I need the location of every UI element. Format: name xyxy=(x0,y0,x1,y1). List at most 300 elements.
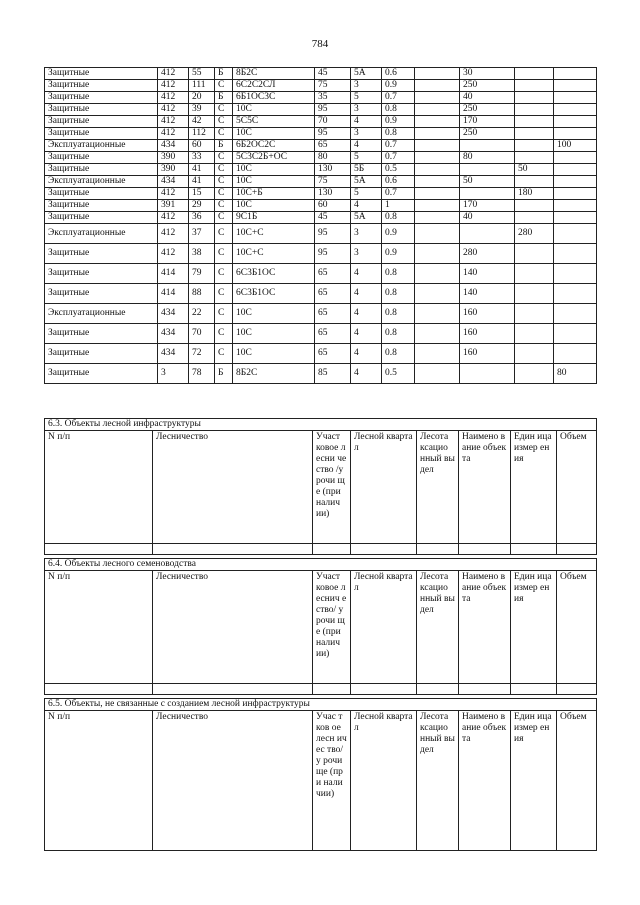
table-cell: 434 xyxy=(158,304,189,324)
table-cell: 0.7 xyxy=(382,92,415,104)
table-cell xyxy=(415,140,460,152)
table-row xyxy=(45,364,597,384)
table-cell xyxy=(415,164,460,176)
table-cell: С xyxy=(215,212,233,224)
header-cell: Един ица измер ения xyxy=(511,571,557,684)
table-cell: 60 xyxy=(189,140,215,152)
table-cell: 35 xyxy=(315,92,351,104)
table-cell xyxy=(415,284,460,304)
table-cell: 37 xyxy=(189,224,215,244)
table-cell: 5А xyxy=(351,68,382,80)
table-cell: 85 xyxy=(315,364,351,384)
table-cell: 10С xyxy=(233,200,315,212)
table-cell: 280 xyxy=(460,244,515,264)
table-cell: 15 xyxy=(189,188,215,200)
table-cell: Защитные xyxy=(45,164,158,176)
table-cell: Защитные xyxy=(45,284,158,304)
table-cell xyxy=(515,264,554,284)
section-title: 6.4. Объекты лесного семеноводства xyxy=(45,559,597,571)
table-cell: 0.8 xyxy=(382,264,415,284)
table-cell: 10С xyxy=(233,176,315,188)
header-cell: N п/п xyxy=(45,571,153,684)
table-cell xyxy=(515,212,554,224)
header-cell: Един ица измер ения xyxy=(511,711,557,851)
table-cell xyxy=(515,200,554,212)
table-cell: 180 xyxy=(515,188,554,200)
header-cell: Объем xyxy=(557,711,597,851)
table-cell xyxy=(460,224,515,244)
table-cell: 434 xyxy=(158,324,189,344)
table-cell: 78 xyxy=(189,364,215,384)
header-cell: Участ ковое лесни чество /урочи ще (при налич ии) xyxy=(313,431,351,544)
table-cell: 434 xyxy=(158,176,189,188)
table-cell xyxy=(515,128,554,140)
table-cell: 41 xyxy=(189,176,215,188)
table-cell xyxy=(515,364,554,384)
table-cell: 45 xyxy=(315,212,351,224)
table-cell: С xyxy=(215,200,233,212)
table-cell: 45 xyxy=(315,68,351,80)
header-cell: Учас тков ое лесн ичес тво/у рочи ще (при нали чии) xyxy=(313,711,351,851)
table-row xyxy=(45,212,597,224)
table-cell: 65 xyxy=(315,324,351,344)
table-cell: 9С1Б xyxy=(233,212,315,224)
table-cell: Защитные xyxy=(45,344,158,364)
table-cell: 412 xyxy=(158,92,189,104)
table-cell: 75 xyxy=(315,80,351,92)
table-cell: 36 xyxy=(189,212,215,224)
table-cell: 0.8 xyxy=(382,324,415,344)
table-cell: Эксплуатационные xyxy=(45,176,158,188)
table-cell: Защитные xyxy=(45,188,158,200)
header-cell: Объем xyxy=(557,571,597,684)
table-cell: Защитные xyxy=(45,80,158,92)
header-cell: Лесничество xyxy=(153,571,313,684)
table-cell: Защитные xyxy=(45,200,158,212)
header-cell: Лесной квартал xyxy=(351,571,417,684)
table-cell: Защитные xyxy=(45,152,158,164)
table-cell: 5 xyxy=(351,92,382,104)
table-cell: 130 xyxy=(315,188,351,200)
table-cell: 0.7 xyxy=(382,140,415,152)
table-cell: 80 xyxy=(315,152,351,164)
table-cell: 10С xyxy=(233,128,315,140)
table-cell: Эксплуатационные xyxy=(45,304,158,324)
table-cell: 0.8 xyxy=(382,304,415,324)
table-row xyxy=(45,80,597,92)
table-cell: 391 xyxy=(158,200,189,212)
table-cell xyxy=(515,284,554,304)
table-cell: 70 xyxy=(189,324,215,344)
table-row xyxy=(45,224,597,244)
table-cell: 4 xyxy=(351,304,382,324)
table-cell: 10С xyxy=(233,104,315,116)
table-cell: 10С xyxy=(233,304,315,324)
table-cell: 80 xyxy=(460,152,515,164)
table-cell xyxy=(415,244,460,264)
table-cell xyxy=(554,212,597,224)
table-cell xyxy=(515,92,554,104)
table-cell: 0.8 xyxy=(382,284,415,304)
table-cell: С xyxy=(215,264,233,284)
header-cell: N п/п xyxy=(45,711,153,851)
table-cell: С xyxy=(215,188,233,200)
table-cell xyxy=(515,80,554,92)
table-cell: 95 xyxy=(315,224,351,244)
table-cell xyxy=(554,104,597,116)
table-cell: 4 xyxy=(351,200,382,212)
table-cell xyxy=(554,188,597,200)
table-cell: 33 xyxy=(189,152,215,164)
table-cell: 65 xyxy=(315,344,351,364)
table-cell: 75 xyxy=(315,176,351,188)
table-cell: 6С3Б1ОС xyxy=(233,284,315,304)
page-number: 784 xyxy=(311,38,329,50)
table-cell: Защитные xyxy=(45,324,158,344)
section-header-row xyxy=(45,571,597,684)
table-cell: 3 xyxy=(351,80,382,92)
table-cell: 40 xyxy=(460,212,515,224)
table-cell: Защитные xyxy=(45,116,158,128)
table-cell: 4 xyxy=(351,344,382,364)
table-cell: 41 xyxy=(189,164,215,176)
section-title: 6.5. Объекты, не связанные с созданием лесной инфраструктуры xyxy=(45,699,597,711)
table-row xyxy=(45,152,597,164)
table-cell: 42 xyxy=(189,116,215,128)
table-cell xyxy=(415,324,460,344)
table-cell xyxy=(460,364,515,384)
table-cell: 65 xyxy=(315,284,351,304)
table-cell: 0.8 xyxy=(382,344,415,364)
table-cell xyxy=(415,264,460,284)
table-cell: 10С+С xyxy=(233,244,315,264)
table-cell: 4 xyxy=(351,264,382,284)
section-6-5-table xyxy=(44,698,597,851)
table-cell: 0.9 xyxy=(382,224,415,244)
table-cell: 65 xyxy=(315,264,351,284)
table-cell: 10С+С xyxy=(233,224,315,244)
table-cell: 250 xyxy=(460,104,515,116)
table-cell: 6Б1ОС3С xyxy=(233,92,315,104)
table-cell: 130 xyxy=(315,164,351,176)
table-row xyxy=(45,104,597,116)
table-row xyxy=(45,128,597,140)
table-cell: 390 xyxy=(158,164,189,176)
table-cell: С xyxy=(215,324,233,344)
header-cell: Объем xyxy=(557,431,597,544)
table-cell: 0.6 xyxy=(382,176,415,188)
table-cell: 4 xyxy=(351,284,382,304)
table-row xyxy=(45,284,597,304)
header-cell: Участ ковое леснич ество/ урочи ще (при налич ии) xyxy=(313,571,351,684)
table-cell: 4 xyxy=(351,140,382,152)
table-cell: С xyxy=(215,152,233,164)
table-cell: 3 xyxy=(351,224,382,244)
table-cell: 412 xyxy=(158,104,189,116)
table-cell: 0.5 xyxy=(382,364,415,384)
table-cell: С xyxy=(215,128,233,140)
table-cell: 414 xyxy=(158,284,189,304)
table-cell xyxy=(415,128,460,140)
table-cell xyxy=(415,68,460,80)
table-cell xyxy=(515,104,554,116)
table-cell: 140 xyxy=(460,264,515,284)
table-cell: Защитные xyxy=(45,104,158,116)
table-cell: С xyxy=(215,164,233,176)
header-cell: Лесничество xyxy=(153,431,313,544)
table-cell xyxy=(515,152,554,164)
table-cell xyxy=(515,68,554,80)
table-row xyxy=(45,344,597,364)
table-cell: 434 xyxy=(158,140,189,152)
table-cell: Б xyxy=(215,140,233,152)
section-header-row xyxy=(45,431,597,544)
header-cell: Наимено вание объекта xyxy=(459,571,511,684)
table-cell xyxy=(460,140,515,152)
header-cell: Лесота ксацио нный выдел xyxy=(417,431,459,544)
table-cell: Б xyxy=(215,364,233,384)
table-cell xyxy=(554,176,597,188)
table-cell: С xyxy=(215,104,233,116)
table-cell: 8Б2С xyxy=(233,364,315,384)
table-cell: 3 xyxy=(351,244,382,264)
table-cell: 10С xyxy=(233,344,315,364)
table-cell: 10С xyxy=(233,324,315,344)
table-cell: 0.9 xyxy=(382,116,415,128)
table-cell: 0.8 xyxy=(382,104,415,116)
table-cell: 160 xyxy=(460,324,515,344)
table-row xyxy=(45,264,597,284)
table-cell: С xyxy=(215,176,233,188)
table-cell: С xyxy=(215,224,233,244)
header-cell: Лесота ксацио нный выдел xyxy=(417,571,459,684)
table-cell xyxy=(415,224,460,244)
table-cell xyxy=(415,212,460,224)
table-cell: Защитные xyxy=(45,92,158,104)
table-cell: 88 xyxy=(189,284,215,304)
table-cell: 95 xyxy=(315,104,351,116)
table-cell xyxy=(415,188,460,200)
table-cell: Эксплуатационные xyxy=(45,140,158,152)
table-cell xyxy=(554,128,597,140)
header-cell: Лесной квартал xyxy=(351,431,417,544)
table-cell: 0.6 xyxy=(382,68,415,80)
table-cell: 0.5 xyxy=(382,164,415,176)
table-cell: 3 xyxy=(351,128,382,140)
table-cell: Защитные xyxy=(45,264,158,284)
table-cell xyxy=(554,284,597,304)
table-cell: 5А xyxy=(351,176,382,188)
table-cell xyxy=(415,176,460,188)
table-cell xyxy=(554,164,597,176)
table-cell: 70 xyxy=(315,116,351,128)
table-cell xyxy=(554,244,597,264)
table-cell xyxy=(554,200,597,212)
table-cell: 50 xyxy=(460,176,515,188)
table-cell: 80 xyxy=(554,364,597,384)
table-cell: 50 xyxy=(515,164,554,176)
section-header-row xyxy=(45,711,597,851)
header-cell: Лесничество xyxy=(153,711,313,851)
table-cell: 250 xyxy=(460,80,515,92)
table-cell: 170 xyxy=(460,200,515,212)
table-cell: 20 xyxy=(189,92,215,104)
table-cell: 0.8 xyxy=(382,212,415,224)
table-cell: 111 xyxy=(189,80,215,92)
table-cell xyxy=(515,304,554,324)
table-cell: Защитные xyxy=(45,364,158,384)
table-cell: 170 xyxy=(460,116,515,128)
table-cell xyxy=(554,344,597,364)
table-cell: 412 xyxy=(158,244,189,264)
table-cell xyxy=(415,116,460,128)
table-cell: 412 xyxy=(158,212,189,224)
table-cell: 112 xyxy=(189,128,215,140)
table-cell: 6Б2ОС2С xyxy=(233,140,315,152)
table-row xyxy=(45,116,597,128)
table-cell xyxy=(515,116,554,128)
table-cell: Б xyxy=(215,92,233,104)
table-row xyxy=(45,188,597,200)
table-cell xyxy=(554,324,597,344)
table-cell: 5Б xyxy=(351,164,382,176)
section-6-4-table xyxy=(44,558,597,695)
table-row xyxy=(45,244,597,264)
table-cell xyxy=(460,164,515,176)
table-cell xyxy=(554,80,597,92)
table-cell: 38 xyxy=(189,244,215,264)
table-cell: 5 xyxy=(351,152,382,164)
table-cell xyxy=(554,92,597,104)
table-cell: 6С2С2СЛ xyxy=(233,80,315,92)
table-cell: 412 xyxy=(158,116,189,128)
table-cell xyxy=(415,364,460,384)
table-cell: 140 xyxy=(460,284,515,304)
table-cell: С xyxy=(215,116,233,128)
table-cell: 412 xyxy=(158,80,189,92)
header-cell: Лесота ксацио нный выдел xyxy=(417,711,459,851)
table-cell: С xyxy=(215,80,233,92)
table-cell: 3 xyxy=(351,104,382,116)
table-cell: 65 xyxy=(315,304,351,324)
table-row xyxy=(45,304,597,324)
table-cell: 5 xyxy=(351,188,382,200)
table-cell: 5С3С2Б+ОС xyxy=(233,152,315,164)
table-cell: 280 xyxy=(515,224,554,244)
table-cell: 60 xyxy=(315,200,351,212)
table-cell: 4 xyxy=(351,324,382,344)
table-cell: 160 xyxy=(460,344,515,364)
table-cell: 412 xyxy=(158,68,189,80)
table-cell: 0.9 xyxy=(382,80,415,92)
header-cell: Наимено вание объекта xyxy=(459,711,511,851)
table-cell: Защитные xyxy=(45,244,158,264)
table-cell: 412 xyxy=(158,224,189,244)
table-cell: Защитные xyxy=(45,212,158,224)
table-cell: 4 xyxy=(351,116,382,128)
header-cell: Наимено вание объекта xyxy=(459,431,511,544)
table-cell: Защитные xyxy=(45,128,158,140)
table-cell: 95 xyxy=(315,244,351,264)
table-cell: 160 xyxy=(460,304,515,324)
section-title: 6.3. Объекты лесной инфраструктуры xyxy=(45,419,597,431)
table-cell: 250 xyxy=(460,128,515,140)
table-cell: 6С3Б1ОС xyxy=(233,264,315,284)
table-cell: 40 xyxy=(460,92,515,104)
table-cell xyxy=(554,224,597,244)
table-cell xyxy=(554,152,597,164)
table-cell xyxy=(460,188,515,200)
table-cell: С xyxy=(215,344,233,364)
table-cell: 412 xyxy=(158,188,189,200)
table-cell: С xyxy=(215,304,233,324)
table-cell: 10С+Б xyxy=(233,188,315,200)
table-cell xyxy=(415,304,460,324)
table-cell: С xyxy=(215,284,233,304)
table-cell: 0.7 xyxy=(382,152,415,164)
table-cell xyxy=(415,152,460,164)
table-cell: 0.7 xyxy=(382,188,415,200)
table-cell: 414 xyxy=(158,264,189,284)
table-cell: С xyxy=(215,244,233,264)
table-cell xyxy=(515,140,554,152)
table-row xyxy=(45,92,597,104)
table-cell xyxy=(515,344,554,364)
section-6-3-table xyxy=(44,418,597,555)
table-cell xyxy=(515,244,554,264)
header-cell: Лесной квартал xyxy=(351,711,417,851)
forest-plots-table xyxy=(44,67,597,384)
table-cell: 412 xyxy=(158,128,189,140)
table-cell: 4 xyxy=(351,364,382,384)
table-cell: 65 xyxy=(315,140,351,152)
table-cell: 29 xyxy=(189,200,215,212)
table-cell: Защитные xyxy=(45,68,158,80)
table-cell xyxy=(554,264,597,284)
table-cell: 8Б2С xyxy=(233,68,315,80)
table-cell xyxy=(415,104,460,116)
table-cell: 3 xyxy=(158,364,189,384)
table-cell: 55 xyxy=(189,68,215,80)
table-cell xyxy=(554,68,597,80)
table-row xyxy=(45,140,597,152)
table-cell: 72 xyxy=(189,344,215,364)
table-row xyxy=(45,324,597,344)
table-cell: 434 xyxy=(158,344,189,364)
table-cell: 5А xyxy=(351,212,382,224)
table-cell xyxy=(515,176,554,188)
table-cell xyxy=(415,80,460,92)
table-cell: 5С5С xyxy=(233,116,315,128)
table-row xyxy=(45,200,597,212)
header-cell: N п/п xyxy=(45,431,153,544)
table-cell xyxy=(554,304,597,324)
table-cell: Б xyxy=(215,68,233,80)
table-row xyxy=(45,176,597,188)
table-cell: 0.9 xyxy=(382,244,415,264)
table-cell: 100 xyxy=(554,140,597,152)
table-cell xyxy=(415,344,460,364)
table-cell: 30 xyxy=(460,68,515,80)
table-row xyxy=(45,164,597,176)
table-cell: 1 xyxy=(382,200,415,212)
table-cell xyxy=(415,200,460,212)
table-cell xyxy=(554,116,597,128)
table-cell: 79 xyxy=(189,264,215,284)
header-cell: Един ица измер ения xyxy=(511,431,557,544)
table-cell: Эксплуатационные xyxy=(45,224,158,244)
table-row xyxy=(45,68,597,80)
